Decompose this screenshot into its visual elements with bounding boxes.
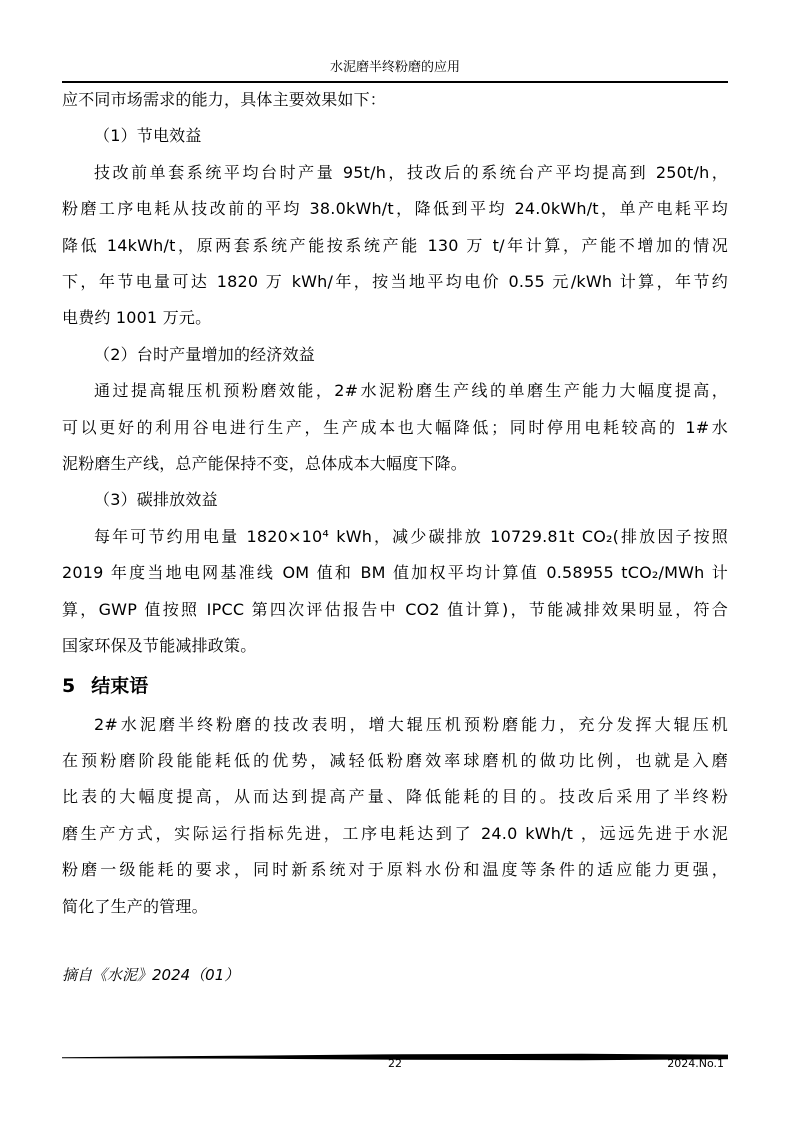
text-line: 泥粉磨生产线，总产能保持不变，总体成本大幅度下降。 — [62, 454, 468, 474]
text-line: 粉磨工序电耗从技改前的平均 38.0kWh/t，降低到平均 24.0kWh/t，单产电耗平均 — [62, 199, 728, 219]
document-body — [62, 82, 728, 987]
text-line: 比表的大幅度提高，从而达到提高产量、降低能耗的目的。技改后采用了半终粉 — [62, 787, 728, 807]
text-line: 应不同市场需求的能力，具体主要效果如下： — [62, 90, 387, 109]
running-header-title: 水泥磨半终粉磨的应用 — [329, 60, 460, 75]
paragraph-item-2 — [62, 337, 728, 373]
footer-rule — [62, 1046, 728, 1054]
text-line: 在预粉磨阶段能能耗低的优势，减轻低粉磨效率球磨机的做功比例，也就是入磨 — [62, 750, 728, 770]
paragraph — [62, 82, 728, 118]
text-line: 2#水泥磨半终粉磨的技改表明，增大辊压机预粉磨能力，充分发挥大辊压机 — [94, 714, 728, 734]
text-line: 降低 14kWh/t，原两套系统产能按系统产能 130 万 t/年计算，产能不增加的情况 — [62, 235, 728, 255]
text-line: 可以更好的利用谷电进行生产，生产成本也大幅降低；同时停用电耗较高的 1#水 — [62, 417, 728, 437]
paragraph — [62, 373, 728, 482]
text-line: 算，GWP 值按照 IPCC 第四次评估报告中 CO2 值计算)，节能减排效果明显，符合 — [62, 599, 728, 619]
text-line: 磨生产方式，实际运行指标先进，工序电耗达到了 24.0 kWh/t ，远远先进于水泥 — [62, 823, 728, 843]
section-title: 结束语 — [91, 674, 149, 697]
text-line: （1）节电效益 — [94, 126, 202, 146]
source-attribution: 摘自《水泥》2024（01） — [62, 965, 240, 984]
section-heading-conclusion — [62, 665, 728, 707]
text-line: 技改前单套系统平均台时产量 95t/h，技改后的系统台产平均提高到 250t/h， — [94, 162, 728, 182]
section-number: 5 — [62, 674, 76, 697]
text-line: （2）台时产量增加的经济效益 — [94, 344, 315, 364]
paragraph-item-1 — [62, 118, 728, 154]
paragraph — [62, 155, 728, 337]
page-number: 22 — [388, 1057, 402, 1070]
paragraph-item-3 — [62, 482, 728, 518]
paragraph — [62, 519, 728, 665]
closing-paragraph — [62, 707, 728, 925]
text-line: 每年可节约用电量 1820×10⁴ kWh，减少碳排放 10729.81t CO₂(排放因子按照 — [94, 526, 728, 546]
issue-number: 2024.No.1 — [667, 1057, 724, 1070]
text-line: 粉磨一级能耗的要求，同时新系统对于原料水份和温度等条件的适应能力更强， — [62, 860, 728, 880]
text-line: 下，年节电量可达 1820 万 kWh/年，按当地平均电价 0.55 元/kWh 计算，年节约 — [62, 272, 728, 292]
footer — [62, 1056, 728, 1072]
text-line: 2019 年度当地电网基准线 OM 值和 BM 值加权平均计算值 0.58955 tCO₂/MWh 计 — [62, 563, 728, 583]
text-line: 简化了生产的管理。 — [62, 896, 208, 916]
text-line: 通过提高辊压机预粉磨效能，2#水泥粉磨生产线的单磨生产能力大幅度提高， — [94, 381, 728, 401]
text-line: 国家环保及节能减排政策。 — [62, 636, 257, 656]
text-line: 电费约 1001 万元。 — [62, 308, 212, 328]
text-line: （3）碳排放效益 — [94, 490, 218, 510]
